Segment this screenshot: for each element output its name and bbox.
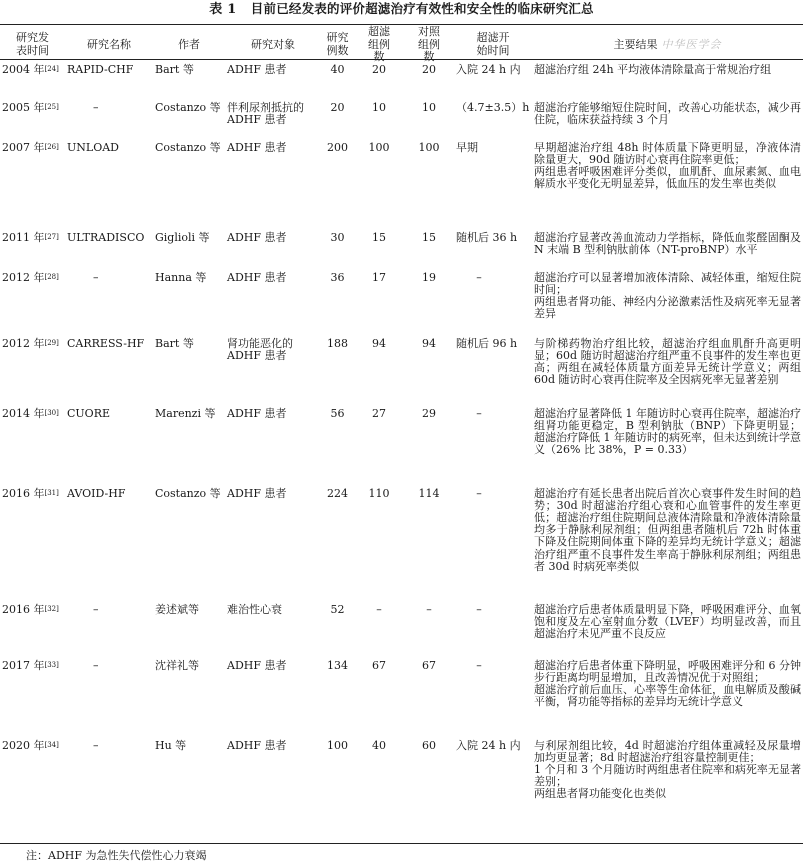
cell-ctrl-count [404, 488, 454, 604]
cell-author [153, 272, 225, 338]
author-text: Marenzi 等 [155, 406, 216, 420]
cell-author [153, 604, 225, 660]
cell-results [532, 408, 803, 488]
result-paragraph: 超滤治疗显著降低 1 年随访时心衰再住院率，超滤治疗组肾功能更稳定，B 型利钠肽（BNP）下降更明显；超滤治疗降低 1 年随访时的病死率，但未达到统计学意义（26% 比 38%，P = 0.33） [534, 406, 801, 457]
table-row [0, 338, 803, 408]
table-row [0, 660, 803, 740]
result-paragraph: 超滤治疗可以显著增加液体清除、减轻体重，缩短住院时间； [534, 270, 801, 296]
year-text: 2012 年 [2, 336, 45, 350]
total-count: 188 [327, 336, 348, 350]
cell-total [321, 102, 354, 142]
cell-uf-count [354, 64, 404, 102]
subjects-text: 伴利尿剂抵抗的 ADHF 患者 [227, 100, 304, 126]
cell-study-name [65, 488, 153, 604]
ctrl-count: 114 [418, 486, 440, 500]
uf-count: 17 [372, 270, 386, 284]
reference-number: [28] [44, 272, 59, 281]
total-count: 100 [327, 738, 348, 752]
result-paragraph: 超滤治疗能够缩短住院时间，改善心功能状态，减少再住院，临床获益持续 3 个月 [534, 100, 801, 126]
cell-ctrl-count [404, 660, 454, 740]
result-paragraph: 超滤治疗显著改善血流动力学指标，降低血浆醛固酮及 N 末端 B 型利钠肽前体（NT-proBNP）水平 [534, 230, 801, 256]
result-paragraph: 两组患者肾功能、神经内分泌激素活性及病死率无显著差异 [534, 294, 801, 321]
cell-study-name [65, 604, 153, 660]
uf-count: 27 [372, 406, 386, 420]
clinical-studies-table [0, 26, 803, 830]
study-name: CUORE [67, 406, 111, 420]
ctrl-count: 100 [418, 140, 440, 154]
header-ctrl-count: 对照组例数 [418, 25, 440, 63]
cell-author [153, 740, 225, 830]
cell-subjects [225, 272, 321, 338]
header-uf-count: 超滤组例数 [368, 25, 390, 63]
study-name: – [93, 100, 99, 114]
cell-total [321, 64, 354, 102]
bottom-rule [0, 843, 803, 844]
cell-ctrl-count [404, 408, 454, 488]
watermark: 中华医学会 [661, 37, 722, 51]
table-title: 目前已经发表的评价超滤治疗有效性和安全性的临床研究汇总 [250, 1, 594, 16]
reference-number: [25] [44, 102, 59, 111]
cell-total [321, 660, 354, 740]
cell-uf-count [354, 660, 404, 740]
subjects-text: ADHF 患者 [227, 406, 287, 420]
start-time: – [476, 486, 482, 500]
cell-year [0, 408, 65, 488]
cell-total [321, 488, 354, 604]
cell-start-time [454, 64, 532, 102]
cell-uf-count [354, 338, 404, 408]
start-time: 入院 24 h 内 [456, 62, 521, 76]
study-name: – [93, 658, 99, 672]
cell-subjects [225, 102, 321, 142]
cell-results [532, 740, 803, 830]
ctrl-count: 20 [422, 62, 436, 76]
year-text: 2017 年 [2, 658, 45, 672]
uf-count: 40 [372, 738, 386, 752]
author-text: Hu 等 [155, 738, 187, 752]
table-footnote: 注：ADHF 为急性失代偿性心力衰竭 [26, 849, 207, 862]
subjects-text: ADHF 患者 [227, 230, 287, 244]
cell-results [532, 232, 803, 272]
cell-year [0, 604, 65, 660]
result-paragraph: 超滤治疗前后血压、心率等生命体征，血电解质及酸碱平衡，肾功能等指标的差异均无统计学意义 [534, 682, 801, 709]
cell-start-time [454, 272, 532, 338]
subjects-text: ADHF 患者 [227, 658, 287, 672]
cell-results [532, 64, 803, 102]
cell-ctrl-count [404, 64, 454, 102]
table-row [0, 102, 803, 142]
cell-total [321, 272, 354, 338]
result-paragraph: 与利尿剂组比较，4d 时超滤治疗组体重减轻及尿量增加均更显著；8d 时超滤治疗组容量控制更佳； [534, 738, 801, 764]
cell-author [153, 408, 225, 488]
cell-year [0, 488, 65, 604]
cell-start-time [454, 142, 532, 232]
subjects-text: ADHF 患者 [227, 270, 287, 284]
subjects-text: ADHF 患者 [227, 486, 287, 500]
study-name: – [93, 602, 99, 616]
cell-study-name [65, 102, 153, 142]
year-text: 2011 年 [2, 230, 45, 244]
result-paragraph: 超滤治疗有延长患者出院后首次心衰事件发生时间的趋势；30d 时超滤治疗组心衰和心血管事件的发生率更低；超滤治疗组住院期间总液体清除量和净液体清除量均多于静脉利尿剂组；但两组患者随机后 72h 时体重下降及住院期间体重下降的差异均无统计学意义；超滤治疗组严重不良事件发生率高于静脉利尿剂组；两组患者 30d 时病死率类似 [534, 486, 801, 573]
year-text: 2005 年 [2, 100, 45, 114]
start-time: 入院 24 h 内 [456, 738, 521, 752]
author-text: Costanzo 等 [155, 100, 221, 114]
start-time: （4.7±3.5）h [456, 100, 530, 114]
reference-number: [30] [44, 408, 59, 417]
header-subjects: 研究对象 [251, 37, 295, 51]
start-time: 随机后 96 h [456, 336, 518, 350]
reference-number: [33] [44, 660, 59, 669]
cell-subjects [225, 604, 321, 660]
subjects-text: ADHF 患者 [227, 62, 287, 76]
result-paragraph: 两组患者呼吸困难评分类似，血肌酐、血尿素氮、血电解质水平变化无明显差异，低血压的发生率也类似 [534, 164, 801, 191]
year-text: 2004 年 [2, 62, 45, 76]
cell-results [532, 338, 803, 408]
cell-subjects [225, 660, 321, 740]
cell-start-time [454, 102, 532, 142]
cell-total [321, 142, 354, 232]
author-text: Costanzo 等 [155, 486, 221, 500]
cell-author [153, 142, 225, 232]
result-paragraph: 1 个月和 3 个月随访时两组患者住院率和病死率无显著差别； [534, 762, 801, 789]
study-name: – [93, 738, 99, 752]
cell-start-time [454, 604, 532, 660]
cell-uf-count [354, 740, 404, 830]
table-row [0, 272, 803, 338]
cell-year [0, 232, 65, 272]
table-row [0, 64, 803, 102]
study-name: UNLOAD [67, 140, 119, 154]
table-row [0, 408, 803, 488]
total-count: 224 [327, 486, 348, 500]
author-text: Bart 等 [155, 336, 194, 350]
cell-subjects [225, 142, 321, 232]
ctrl-count: 94 [422, 336, 436, 350]
study-name: CARRESS-HF [67, 336, 145, 350]
reference-number: [34] [44, 740, 59, 749]
table-row [0, 488, 803, 604]
cell-subjects [225, 64, 321, 102]
result-paragraph: 超滤治疗组 24h 平均液体清除量高于常规治疗组 [534, 62, 772, 76]
cell-study-name [65, 64, 153, 102]
reference-number: [24] [44, 64, 59, 73]
table-row [0, 740, 803, 830]
cell-start-time [454, 408, 532, 488]
cell-year [0, 660, 65, 740]
reference-number: [31] [44, 488, 59, 497]
uf-count: 10 [372, 100, 386, 114]
reference-number: [26] [44, 142, 59, 151]
total-count: 36 [330, 270, 345, 284]
cell-year [0, 102, 65, 142]
result-paragraph: 超滤治疗后患者体质量明显下降，呼吸困难评分、血氧饱和度及左心室射血分数（LVEF）均明显改善，而且超滤治疗未见严重不良反应 [534, 602, 801, 640]
cell-study-name [65, 338, 153, 408]
header-start-time: 超滤开始时间 [476, 31, 510, 57]
cell-uf-count [354, 604, 404, 660]
cell-subjects [225, 408, 321, 488]
start-time: – [476, 270, 482, 284]
author-text: 沈祥礼等 [155, 658, 199, 672]
table-row [0, 232, 803, 272]
start-time: – [476, 602, 482, 616]
result-paragraph: 两组患者肾功能变化也类似 [534, 787, 666, 801]
cell-results [532, 488, 803, 604]
year-text: 2016 年 [2, 602, 45, 616]
year-text: 2020 年 [2, 738, 45, 752]
author-text: Giglioli 等 [155, 230, 210, 244]
cell-author [153, 232, 225, 272]
author-text: Costanzo 等 [155, 140, 221, 154]
cell-year [0, 740, 65, 830]
uf-count: 110 [368, 486, 390, 500]
study-name: ULTRADISCO [67, 230, 145, 244]
subjects-text: 肾功能恶化的 ADHF 患者 [227, 336, 293, 362]
total-count: 56 [330, 406, 345, 420]
table-row [0, 604, 803, 660]
result-paragraph: 超滤治疗后患者体重下降明显，呼吸困难评分和 6 分钟步行距离均明显增加，且改善情况优于对照组； [534, 658, 801, 684]
ctrl-count: 29 [422, 406, 436, 420]
total-count: 30 [330, 230, 345, 244]
cell-ctrl-count [404, 338, 454, 408]
cell-results [532, 604, 803, 660]
cell-study-name [65, 142, 153, 232]
uf-count: 94 [372, 336, 386, 350]
header-row [0, 26, 803, 64]
uf-count: 20 [372, 62, 386, 76]
cell-ctrl-count [404, 272, 454, 338]
cell-study-name [65, 740, 153, 830]
header-results-label: 主要结果 [613, 37, 658, 51]
cell-subjects [225, 740, 321, 830]
ctrl-count: 67 [422, 658, 436, 672]
study-name: – [93, 270, 99, 284]
cell-author [153, 64, 225, 102]
cell-study-name [65, 272, 153, 338]
cell-author [153, 660, 225, 740]
cell-year [0, 338, 65, 408]
year-text: 2014 年 [2, 406, 45, 420]
cell-results [532, 102, 803, 142]
table-row [0, 142, 803, 232]
cell-year [0, 142, 65, 232]
cell-subjects [225, 338, 321, 408]
uf-count: 67 [372, 658, 386, 672]
start-time: 早期 [456, 140, 478, 154]
table-caption [0, 1, 803, 18]
cell-uf-count [354, 102, 404, 142]
header-year: 研究发表时间 [16, 31, 49, 57]
cell-subjects [225, 232, 321, 272]
cell-subjects [225, 488, 321, 604]
author-text: Hanna 等 [155, 270, 207, 284]
start-time: 随机后 36 h [456, 230, 518, 244]
header-total: 研究例数 [326, 31, 349, 57]
result-paragraph: 与阶梯药物治疗组比较，超滤治疗组血肌酐升高更明显；60d 随访时超滤治疗组严重不良事件的发生率也更高；两组在减轻体质量方面差异无统计学意义；两组 60d 随访时心衰再住院率及全因病死率无显著差别 [534, 336, 801, 387]
cell-uf-count [354, 408, 404, 488]
cell-author [153, 338, 225, 408]
cell-ctrl-count [404, 604, 454, 660]
cell-ctrl-count [404, 740, 454, 830]
cell-start-time [454, 338, 532, 408]
cell-ctrl-count [404, 232, 454, 272]
uf-count: 100 [368, 140, 390, 154]
total-count: 20 [330, 100, 345, 114]
uf-count: 15 [372, 230, 386, 244]
header-author: 作者 [178, 37, 200, 51]
result-paragraph: 早期超滤治疗组 48h 时体质量下降更明显，净液体清除量更大，90d 随访时心衰再住院率更低； [534, 140, 801, 166]
start-time: – [476, 406, 482, 420]
cell-uf-count [354, 272, 404, 338]
subjects-text: ADHF 患者 [227, 140, 287, 154]
cell-results [532, 142, 803, 232]
cell-ctrl-count [404, 102, 454, 142]
cell-results [532, 660, 803, 740]
cell-total [321, 232, 354, 272]
cell-author [153, 102, 225, 142]
cell-total [321, 338, 354, 408]
cell-total [321, 408, 354, 488]
ctrl-count: 19 [422, 270, 436, 284]
total-count: 40 [330, 62, 345, 76]
reference-number: [29] [44, 338, 59, 347]
cell-ctrl-count [404, 142, 454, 232]
author-text: 姜述斌等 [155, 602, 199, 616]
start-time: – [476, 658, 482, 672]
subjects-text: ADHF 患者 [227, 738, 287, 752]
ctrl-count: – [426, 602, 432, 616]
total-count: 52 [330, 602, 345, 616]
study-name: RAPID-CHF [67, 62, 134, 76]
cell-start-time [454, 740, 532, 830]
study-name: AVOID-HF [67, 486, 126, 500]
cell-start-time [454, 660, 532, 740]
cell-author [153, 488, 225, 604]
cell-start-time [454, 232, 532, 272]
cell-year [0, 64, 65, 102]
cell-study-name [65, 660, 153, 740]
uf-count: – [376, 602, 382, 616]
cell-results [532, 272, 803, 338]
header-name: 研究名称 [87, 37, 131, 51]
cell-year [0, 272, 65, 338]
cell-total [321, 740, 354, 830]
subjects-text: 难治性心衰 [227, 602, 282, 616]
ctrl-count: 10 [422, 100, 436, 114]
total-count: 200 [327, 140, 348, 154]
total-count: 134 [327, 658, 348, 672]
reference-number: [27] [44, 232, 59, 241]
header-results [532, 26, 803, 64]
cell-uf-count [354, 232, 404, 272]
ctrl-count: 60 [422, 738, 436, 752]
cell-total [321, 604, 354, 660]
author-text: Bart 等 [155, 62, 194, 76]
year-text: 2007 年 [2, 140, 45, 154]
cell-uf-count [354, 142, 404, 232]
cell-study-name [65, 232, 153, 272]
table-number: 表 1 [209, 2, 237, 17]
cell-start-time [454, 488, 532, 604]
ctrl-count: 15 [422, 230, 436, 244]
cell-study-name [65, 408, 153, 488]
table-body [0, 64, 803, 830]
year-text: 2012 年 [2, 270, 45, 284]
reference-number: [32] [44, 604, 59, 613]
year-text: 2016 年 [2, 486, 45, 500]
cell-uf-count [354, 488, 404, 604]
